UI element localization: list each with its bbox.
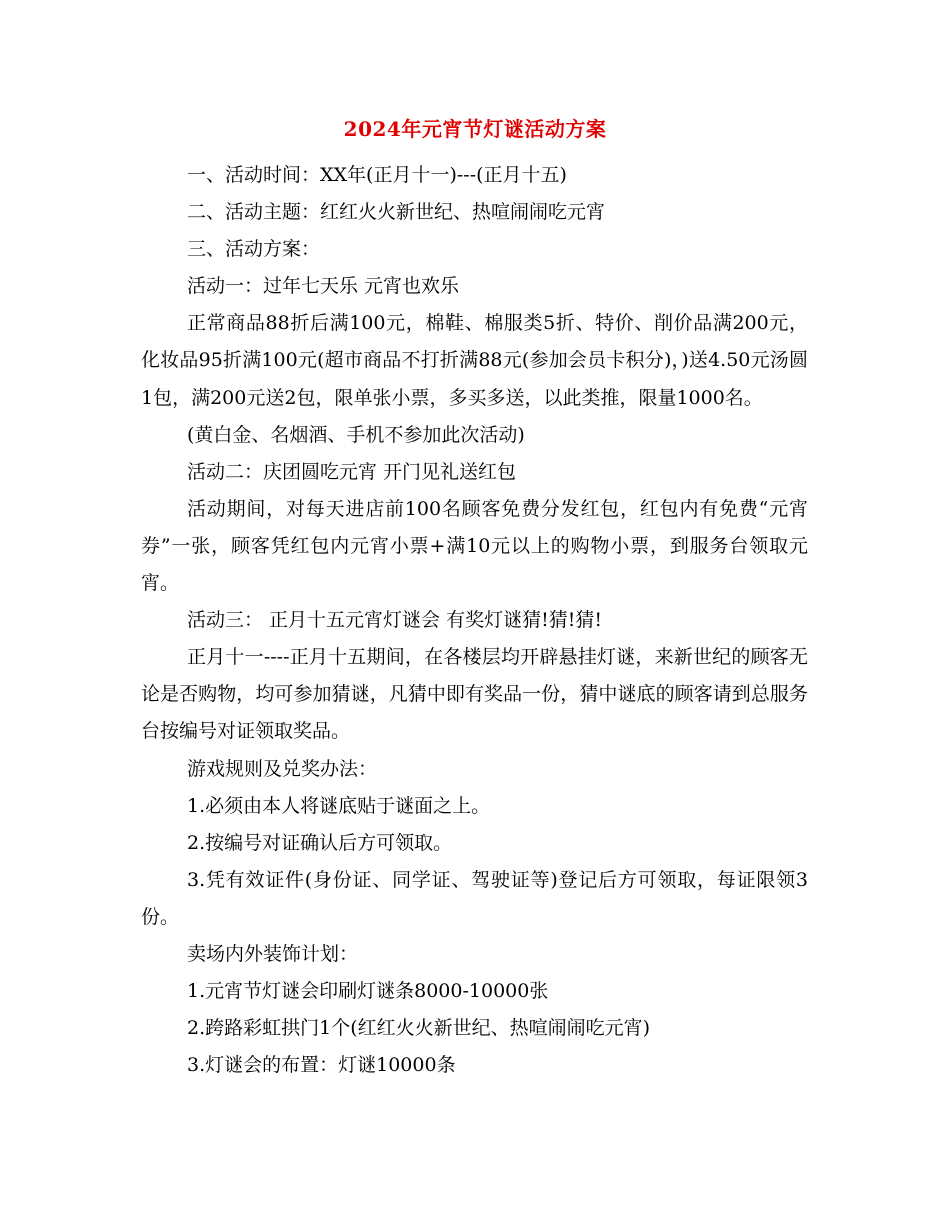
paragraph-activity-three-details: 正月十一----正月十五期间，在各楼层均开辟悬挂灯谜，来新世纪的顾客无论是否购物，均可参加猜谜，凡猜中即有奖品一份，猜中谜底的顾客请到总服务台按编号对证领取奖品。	[141, 646, 808, 743]
document-body	[141, 157, 808, 1084]
paragraph-rules-heading: 游戏规则及兑奖办法：	[187, 757, 378, 780]
paragraph-activity-one-heading: 活动一：过年七天乐 元宵也欢乐	[187, 275, 460, 298]
paragraph-activity-two-heading: 活动二：庆团圆吃元宵 开门见礼送红包	[187, 460, 517, 483]
paragraph-activity-plan-heading: 三、活动方案：	[187, 238, 321, 261]
paragraph-activity-time: 一、活动时间：XX年(正月十一)---(正月十五)	[187, 164, 567, 186]
paragraph-activity-one-details: 正常商品88折后满100元，棉鞋、棉服类5折、特价、削价品满200元，化妆品95折满100元(超市商品不打折满88元(参加会员卡积分)，)送4.50元汤圆1包，满200元送2包，限单张小票，多买多送，以此类推，限量1000名。	[141, 312, 808, 409]
paragraph-decoration-2: 2.跨路彩虹拱门1个(红红火火新世纪、热喧闹闹吃元宵)	[187, 1017, 651, 1040]
paragraph-rule-2: 2.按编号对证确认后方可领取。	[187, 831, 453, 854]
paragraph-rule-1: 1.必须由本人将谜底贴于谜面之上。	[187, 794, 491, 817]
paragraph-activity-two-details: 活动期间，对每天进店前100名顾客免费分发红包，红包内有免费“元宵券”一张，顾客凭红包内元宵小票+满10元以上的购物小票，到服务台领取元宵。	[141, 497, 808, 595]
paragraph-activity-one-exclusions: (黄白金、名烟酒、手机不参加此次活动)	[187, 423, 525, 446]
paragraph-decoration-3: 3.灯谜会的布置：灯谜10000条	[187, 1054, 456, 1077]
document-title: 2024年元宵节灯谜活动方案	[343, 117, 607, 141]
paragraph-activity-three-heading: 活动三： 正月十五元宵灯谜会 有奖灯谜猜!猜!猜!	[187, 609, 602, 632]
paragraph-decoration-heading: 卖场内外装饰计划：	[187, 942, 359, 965]
paragraph-rule-3: 3.凭有效证件(身份证、同学证、驾驶证等)登记后方可领取，每证限领3份。	[141, 868, 808, 928]
paragraph-decoration-1: 1.元宵节灯谜会印刷灯谜条8000-10000张	[187, 980, 549, 1003]
paragraph-activity-theme: 二、活动主题：红红火火新世纪、热喧闹闹吃元宵	[187, 201, 606, 224]
